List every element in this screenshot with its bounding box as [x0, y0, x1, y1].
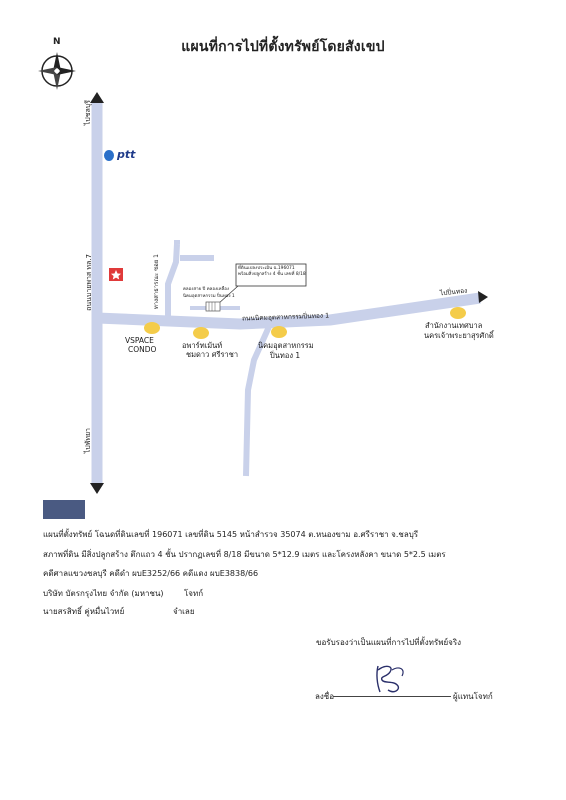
landmark-apartment-dot [193, 327, 209, 339]
landmark-office-dot [450, 307, 466, 319]
arrow-right [478, 291, 488, 303]
defendant-name: นายสรสิทธิ์ คู่หมื่นไวทย์ [43, 607, 125, 616]
plaintiff-name: บริษัท บัตรกรุงไทย จำกัด (มหาชน) [43, 589, 164, 598]
legend-swatch [43, 500, 85, 519]
sign-label: ลงชื่อ [315, 692, 335, 701]
arrow-down [90, 483, 104, 494]
label-to-chonburi: ไปชลบุรี [84, 100, 92, 126]
label-office-1: สำนักงานเทศบาล [425, 321, 483, 330]
label-apartment-1: อพาร์ทเม้นท์ [182, 341, 223, 350]
label-nikom-1: นิคมอุตสาหกรรม [258, 341, 314, 350]
north-compass-icon [34, 37, 80, 92]
signature-image [372, 660, 412, 700]
small-note-2: นิคมอุตสาหกรรม ปิ่นทอง 1 [183, 294, 235, 299]
small-note-1: คลองสาย ปี คลองเหลือง [183, 287, 229, 292]
label-to-pattaya: ไปพัทยา [84, 428, 92, 454]
property-box-text: ที่ดินแปลงประเมิน ฉ.196071 พร้อมสิ่งปลูกสร้าง 4 ชั้น เลขที่ 8/18 [238, 266, 306, 278]
plaintiff-role: โจทก์ [184, 589, 204, 598]
label-to-pinthong: ไปปิ่นทอง [439, 286, 468, 298]
soi-road [168, 244, 177, 322]
certify-text: ขอรับรองว่าเป็นแผนที่การไปที่ตั้งทรัพย์จริง [316, 638, 462, 647]
arrow-up [90, 92, 104, 103]
landmark-nikom-dot [271, 326, 287, 338]
detail-line-2: สภาพที่ดิน มีสิ่งปลูกสร้าง ตึกแถว 4 ชั้น ปรากฏเลขที่ 8/18 มีขนาด 5*12.9 เมตร และโครงหลังคา ขนาด 5*2.5 เมตร [43, 550, 446, 559]
label-apartment-2: ชมดาว ศรีราชา [186, 350, 239, 359]
label-soi-1: ทางสาธารณะ ซอย 1 [153, 254, 160, 310]
property-building [206, 302, 220, 311]
ptt-drop-icon [104, 150, 114, 161]
detail-line-3: คดีศาลแขวงชลบุรี คดีดำ ผบE3252/66 คดีแดง ผบE3838/66 [43, 569, 259, 578]
label-bypass-road: ถนนบายพาส ทล.7 [85, 254, 93, 311]
ptt-logo [104, 148, 135, 161]
compass-north-label: N [53, 37, 61, 47]
ptt-logo-text: ptt [117, 148, 136, 161]
detail-line-1: แผนที่ตั้งทรัพย์ โฉนดที่ดินเลขที่ 196071 เลขที่ดิน 5145 หน้าสำรวจ 35074 ต.หนองขาม อ.ศรีราชา จ.ชลบุรี [43, 530, 419, 539]
signature-line [333, 696, 451, 697]
label-office-2: นครเจ้าพระยาสุรศักดิ์ [424, 331, 494, 340]
label-vspace-1: VSPACE [125, 336, 154, 345]
sign-role: ผู้แทนโจทก์ [453, 692, 493, 701]
page-title: แผนที่การไปที่ตั้งทรัพย์โดยสังเขป [181, 39, 385, 55]
label-vspace-2: CONDO [128, 345, 157, 354]
defendant-role: จำเลย [173, 607, 195, 616]
label-main-road: ถนนนิคมอุตสาหกรรมปิ่นทอง 1 [241, 311, 330, 323]
landmark-vspace-dot [144, 322, 160, 334]
label-nikom-2: ปิ่นทอง 1 [270, 351, 301, 360]
